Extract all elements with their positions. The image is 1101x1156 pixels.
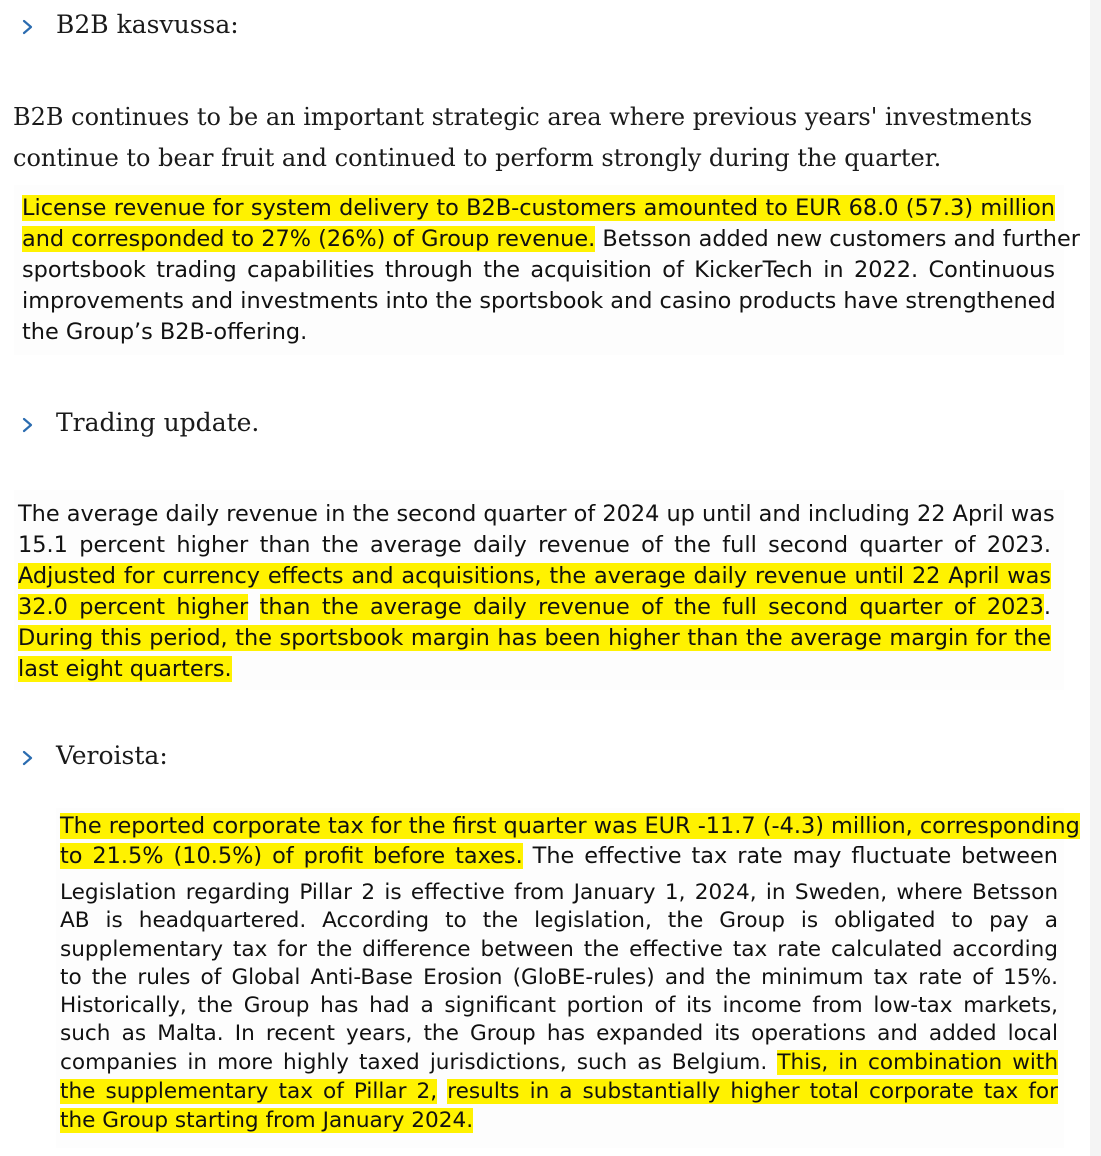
text-line — [60, 811, 1080, 841]
section-heading-tax[interactable] — [22, 741, 168, 770]
text-line — [18, 654, 1051, 685]
b2b-excerpt-block — [14, 185, 1080, 355]
highlight: License revenue for system delivery to B2B-customers amounted to EUR 68.0 (57.3) million — [22, 195, 1055, 221]
chevron-right-icon[interactable] — [22, 750, 34, 762]
highlight: During this period, the sportsbook margin has been higher than the average margin for the — [18, 625, 1051, 651]
highlight: the supplementary tax of Pillar 2, — [60, 1079, 438, 1105]
text-line: the Group’s B2B-offering. — [22, 319, 308, 345]
text-span: companies in more highly taxed jurisdictions, such as Belgium. — [60, 1049, 778, 1075]
highlight: The reported corporate tax for the first quarter was EUR -11.7 (-4.3) million, corresponding — [60, 813, 1080, 839]
text-line — [18, 623, 1051, 654]
text-line: to the rules of Global Anti-Base Erosion (GloBE-rules) and the minimum tax rate of 15%. — [60, 964, 1058, 990]
text-line: Historically, the Group has had a significant portion of its income from low-tax markets, — [60, 993, 1058, 1019]
text-line: B2B continues to be an important strategic area where previous years' investments — [13, 103, 1033, 131]
highlight: Adjusted for currency effects and acquisitions, the average daily revenue until 22 April was — [18, 563, 1051, 589]
highlight: to 21.5% (10.5%) of profit before taxes. — [60, 843, 523, 869]
text-line — [22, 193, 1055, 224]
text-line — [60, 1107, 1058, 1135]
b2b-intro-paragraph — [13, 97, 1053, 179]
highlight: and corresponded to 27% (26%) of Group revenue. — [22, 226, 596, 252]
section-heading-label: Trading update. — [56, 408, 260, 437]
chevron-right-icon[interactable] — [22, 19, 34, 31]
section-heading-label: B2B kasvussa: — [56, 10, 239, 39]
highlight: last eight quarters. — [18, 656, 232, 682]
text-line: supplementary tax for the difference between the effective tax rate calculated according — [60, 936, 1058, 962]
text-line: such as Malta. In recent years, the Group has expanded its operations and added local — [60, 1021, 1058, 1047]
text-span: . — [1043, 594, 1051, 620]
text-line: 15.1 percent higher than the average daily revenue of the full second quarter of 2023. — [18, 532, 1051, 558]
section-heading-trading[interactable] — [22, 408, 259, 437]
text-line — [60, 1077, 1058, 1107]
highlight: the Group starting from January 2024. — [60, 1108, 474, 1134]
section-heading-b2b[interactable] — [22, 10, 239, 39]
trading-update-block — [14, 490, 1064, 690]
text-line — [18, 592, 1051, 623]
text-line: AB is headquartered. According to the legislation, the Group is obligated to pay a — [60, 908, 1058, 934]
text-line: continue to bear fruit and continued to perform strongly during the quarter. — [13, 144, 942, 172]
text-line — [18, 561, 1051, 592]
tax-excerpt-block — [56, 808, 1080, 1148]
scrollbar-track[interactable] — [1090, 0, 1101, 1156]
text-line — [60, 841, 1058, 871]
text-line — [22, 224, 1080, 255]
highlight: than the average daily revenue of the full second quarter of 2023 — [259, 594, 1044, 620]
text-line: Legislation regarding Pillar 2 is effective from January 1, 2024, in Sweden, where Betsson — [60, 880, 1058, 905]
highlight: results in a substantially higher total corporate tax for — [447, 1079, 1058, 1105]
highlight: 32.0 percent higher — [18, 594, 249, 620]
text-span: The effective tax rate may fluctuate between — [522, 843, 1058, 869]
text-line — [60, 1049, 1058, 1077]
text-line: improvements and investments into the sportsbook and casino products have strengthened — [22, 288, 1056, 314]
highlight: This, in combination with — [777, 1049, 1059, 1075]
chevron-right-icon[interactable] — [22, 417, 34, 429]
text-line: sportsbook trading capabilities through the acquisition of KickerTech in 2022. Continuous — [22, 257, 1055, 283]
text-span: Betsson added new customers and further — [595, 226, 1080, 252]
text-line: The average daily revenue in the second quarter of 2024 up until and including 22 April was — [18, 501, 1055, 527]
section-heading-label: Veroista: — [56, 741, 168, 770]
